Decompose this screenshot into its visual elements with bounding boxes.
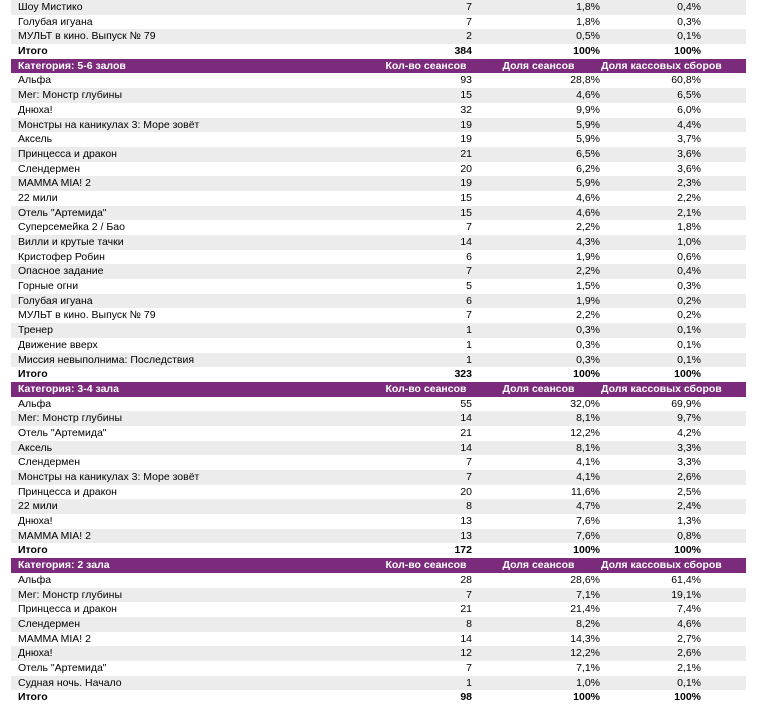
total-label: Итого xyxy=(18,544,48,557)
boxoffice-share-cell: 2,1% xyxy=(677,206,701,219)
boxoffice-share-cell: 3,7% xyxy=(677,133,701,146)
sessions-count-cell: 1 xyxy=(466,353,472,366)
sessions-share-cell: 8,2% xyxy=(576,617,600,630)
sessions-share-cell: 7,1% xyxy=(576,588,600,601)
table-row xyxy=(11,646,746,661)
sessions-share-cell: 6,2% xyxy=(576,162,600,175)
boxoffice-share-cell: 0,3% xyxy=(677,280,701,293)
film-title-cell: Принцесса и дракон xyxy=(18,603,117,616)
category-title: Категория: 5-6 залов xyxy=(18,59,126,72)
sessions-share-cell: 0,3% xyxy=(576,338,600,351)
table-row xyxy=(11,602,746,617)
film-title-cell: Голубая игуана xyxy=(18,294,93,307)
sessions-share-cell: 4,6% xyxy=(576,191,600,204)
total-row xyxy=(11,690,746,705)
sessions-count-cell: 7 xyxy=(466,221,472,234)
boxoffice-share-cell: 1,0% xyxy=(677,236,701,248)
film-title-cell: Голубая игуана xyxy=(18,15,93,28)
table-row xyxy=(11,162,746,177)
boxoffice-share-cell: 0,6% xyxy=(677,250,701,263)
table-row xyxy=(11,279,746,294)
table-row xyxy=(11,29,746,44)
sessions-count-cell: 7 xyxy=(466,588,472,601)
table-row xyxy=(11,73,746,88)
sessions-share-cell: 7,1% xyxy=(576,661,600,674)
boxoffice-share-heading: Доля кассовых сборов xyxy=(601,559,722,572)
sessions-count-cell: 7 xyxy=(466,265,472,278)
film-title-cell: MAMMA MIA! 2 xyxy=(18,177,91,190)
film-title-cell: Мег: Монстр глубины xyxy=(18,588,123,601)
sessions-count-cell: 20 xyxy=(460,162,472,175)
sessions-share-cell: 1,9% xyxy=(576,294,600,307)
sessions-count-cell: 7 xyxy=(466,1,472,13)
sessions-share-cell: 4,7% xyxy=(576,500,600,513)
boxoffice-share-cell: 2,2% xyxy=(677,191,701,204)
sessions-share-cell: 1,5% xyxy=(576,280,600,293)
sessions-count-cell: 32 xyxy=(460,103,472,116)
boxoffice-share-heading: Доля кассовых сборов xyxy=(601,59,722,72)
film-title-cell: Суперсемейка 2 / Бао xyxy=(18,221,125,234)
sessions-count-cell: 15 xyxy=(460,89,472,102)
sessions-share-cell: 12,2% xyxy=(570,426,600,439)
boxoffice-share-cell: 7,4% xyxy=(677,603,701,616)
boxoffice-share-cell: 0,4% xyxy=(677,265,701,278)
table-row xyxy=(11,588,746,603)
sessions-count-heading: Кол-во сеансов xyxy=(385,59,467,72)
table-row xyxy=(11,220,746,235)
film-title-cell: МУЛЬТ в кино. Выпуск № 79 xyxy=(18,30,156,43)
sessions-count-cell: 5 xyxy=(466,280,472,293)
sessions-share-cell: 11,6% xyxy=(571,485,600,498)
boxoffice-share-cell: 100% xyxy=(674,368,701,381)
table-row xyxy=(11,176,746,191)
boxoffice-share-cell: 2,6% xyxy=(677,647,701,660)
film-title-cell: Аксель xyxy=(18,133,53,146)
film-title-cell: Днюха! xyxy=(18,647,53,660)
sessions-share-cell: 0,3% xyxy=(576,324,600,337)
category-header-row xyxy=(11,59,746,74)
sessions-share-cell: 4,3% xyxy=(576,236,600,248)
sessions-count-cell: 172 xyxy=(454,544,472,557)
sessions-count-cell: 1 xyxy=(466,338,472,351)
film-title-cell: Слендермен xyxy=(18,617,81,630)
sessions-share-cell: 28,6% xyxy=(570,573,600,586)
film-title-cell: Кристофер Робин xyxy=(18,250,105,263)
sessions-share-cell: 1,0% xyxy=(576,676,600,689)
film-title-cell: Монстры на каникулах 3: Море зовёт xyxy=(18,471,200,483)
boxoffice-share-cell: 2,1% xyxy=(677,661,701,674)
sessions-share-cell: 1,8% xyxy=(576,15,600,28)
boxoffice-share-cell: 2,5% xyxy=(677,485,701,498)
sessions-share-cell: 6,5% xyxy=(576,147,600,160)
film-title-cell: Судная ночь. Начало xyxy=(18,676,122,689)
film-title-cell: Опасное задание xyxy=(18,265,104,278)
boxoffice-share-cell: 2,7% xyxy=(677,632,701,645)
sessions-count-cell: 14 xyxy=(460,441,472,454)
film-title-cell: Миссия невыполнима: Последствия xyxy=(18,353,195,366)
table-row xyxy=(11,338,746,353)
table-row xyxy=(11,132,746,147)
film-title-cell: 22 мили xyxy=(18,191,58,204)
film-title-cell: Отель "Артемида" xyxy=(18,206,107,219)
table-row xyxy=(11,632,746,647)
boxoffice-share-cell: 69,9% xyxy=(671,397,701,410)
sessions-count-cell: 14 xyxy=(460,632,472,645)
table-row xyxy=(11,118,746,133)
sessions-count-cell: 13 xyxy=(460,515,472,528)
boxoffice-share-cell: 0,8% xyxy=(677,529,701,542)
boxoffice-share-cell: 3,6% xyxy=(677,147,701,160)
film-title-cell: Принцесса и дракон xyxy=(18,147,117,160)
sessions-share-cell: 2,2% xyxy=(576,265,600,278)
sessions-share-heading: Доля сеансов xyxy=(502,559,575,572)
sessions-share-cell: 28,8% xyxy=(570,74,600,87)
film-title-cell: Альфа xyxy=(18,397,52,410)
film-title-cell: Мег: Монстр глубины xyxy=(18,412,123,425)
boxoffice-share-cell: 4,4% xyxy=(677,118,701,131)
sessions-count-cell: 21 xyxy=(460,426,472,439)
boxoffice-share-cell: 3,6% xyxy=(677,162,701,175)
sessions-count-cell: 98 xyxy=(460,691,472,704)
film-title-cell: Слендермен xyxy=(18,162,81,175)
boxoffice-share-cell: 4,6% xyxy=(677,617,701,630)
sessions-share-cell: 5,9% xyxy=(576,177,600,190)
film-title-cell: Вилли и крутые тачки xyxy=(18,236,124,248)
sessions-share-cell: 100% xyxy=(573,544,600,557)
boxoffice-share-cell: 0,4% xyxy=(677,1,701,13)
boxoffice-share-cell: 61,4% xyxy=(671,573,701,586)
film-title-cell: Тренер xyxy=(18,324,53,337)
total-row xyxy=(11,543,746,558)
boxoffice-share-cell: 6,0% xyxy=(677,103,701,116)
sessions-count-cell: 20 xyxy=(460,485,472,498)
sessions-share-cell: 0,3% xyxy=(576,353,600,366)
table-row xyxy=(11,206,746,221)
boxoffice-share-cell: 4,2% xyxy=(677,426,701,439)
table-row xyxy=(11,323,746,338)
boxoffice-share-cell: 0,1% xyxy=(677,676,701,689)
sessions-count-cell: 2 xyxy=(466,30,472,43)
film-title-cell: Мег: Монстр глубины xyxy=(18,89,123,102)
sessions-count-cell: 14 xyxy=(460,236,472,248)
sessions-count-cell: 6 xyxy=(466,250,472,263)
sessions-count-cell: 55 xyxy=(460,397,472,410)
sessions-count-cell: 21 xyxy=(460,603,472,616)
table-row xyxy=(11,15,746,30)
film-title-cell: Отель "Артемида" xyxy=(18,661,107,674)
sessions-share-cell: 32,0% xyxy=(570,397,600,410)
film-title-cell: МУЛЬТ в кино. Выпуск № 79 xyxy=(18,309,156,322)
table-row xyxy=(11,617,746,632)
total-label: Итого xyxy=(18,45,48,58)
sessions-share-cell: 100% xyxy=(573,368,600,381)
sessions-count-cell: 7 xyxy=(466,471,472,483)
sessions-share-cell: 21,4% xyxy=(570,603,600,616)
film-title-cell: Днюха! xyxy=(18,103,53,116)
sessions-count-cell: 7 xyxy=(466,661,472,674)
sessions-count-cell: 8 xyxy=(466,617,472,630)
table-row xyxy=(11,147,746,162)
boxoffice-share-cell: 100% xyxy=(674,45,701,58)
sessions-share-cell: 9,9% xyxy=(576,103,600,116)
table-row xyxy=(11,235,746,250)
sessions-share-cell: 4,6% xyxy=(576,89,600,102)
sessions-count-cell: 93 xyxy=(460,74,472,87)
table-row xyxy=(11,294,746,309)
sessions-count-cell: 1 xyxy=(466,676,472,689)
sessions-count-cell: 19 xyxy=(460,133,472,146)
sessions-share-cell: 2,2% xyxy=(576,221,600,234)
table-row xyxy=(11,191,746,206)
boxoffice-share-cell: 2,3% xyxy=(677,177,701,190)
sessions-count-cell: 15 xyxy=(460,191,472,204)
sessions-count-cell: 28 xyxy=(460,573,472,586)
sessions-share-cell: 5,9% xyxy=(576,133,600,146)
table-row xyxy=(11,573,746,588)
film-title-cell: Слендермен xyxy=(18,456,81,469)
sessions-count-cell: 384 xyxy=(454,45,472,58)
sessions-share-cell: 12,2% xyxy=(570,647,600,660)
total-row xyxy=(11,44,746,59)
film-title-cell: Шоу Мистико xyxy=(18,1,83,13)
boxoffice-share-cell: 3,3% xyxy=(677,441,701,454)
table-row xyxy=(11,426,746,441)
boxoffice-share-cell: 100% xyxy=(674,691,701,704)
boxoffice-share-cell: 1,3% xyxy=(677,515,701,528)
table-row xyxy=(11,455,746,470)
table-row xyxy=(11,499,746,514)
table-row xyxy=(11,676,746,691)
film-title-cell: Днюха! xyxy=(18,515,53,528)
sessions-count-cell: 21 xyxy=(460,147,472,160)
film-title-cell: Альфа xyxy=(18,74,52,87)
sessions-share-cell: 100% xyxy=(573,691,600,704)
sessions-share-cell: 4,1% xyxy=(576,471,600,483)
sessions-share-cell: 5,9% xyxy=(576,118,600,131)
table-row xyxy=(11,250,746,265)
sessions-count-cell: 7 xyxy=(466,456,472,469)
total-row xyxy=(11,367,746,382)
sessions-share-cell: 8,1% xyxy=(576,441,600,454)
boxoffice-share-cell: 3,3% xyxy=(677,456,701,469)
sessions-share-cell: 1,9% xyxy=(576,250,600,263)
sessions-count-cell: 1 xyxy=(466,324,472,337)
report-table xyxy=(11,0,746,705)
sessions-count-cell: 13 xyxy=(460,529,472,542)
category-header-row xyxy=(11,382,746,397)
sessions-share-cell: 2,2% xyxy=(576,309,600,322)
boxoffice-share-cell: 1,8% xyxy=(677,221,701,234)
sessions-share-cell: 0,5% xyxy=(576,30,600,43)
category-title: Категория: 2 зала xyxy=(18,559,110,572)
table-row xyxy=(11,308,746,323)
table-row xyxy=(11,88,746,103)
film-title-cell: Аксель xyxy=(18,441,53,454)
sessions-share-cell: 4,1% xyxy=(576,456,600,469)
boxoffice-share-cell: 2,6% xyxy=(677,471,701,483)
boxoffice-share-cell: 0,2% xyxy=(677,309,701,322)
film-title-cell: Принцесса и дракон xyxy=(18,485,117,498)
film-title-cell: Движение вверх xyxy=(18,338,98,351)
boxoffice-share-cell: 0,1% xyxy=(677,324,701,337)
table-row xyxy=(11,441,746,456)
sessions-count-cell: 8 xyxy=(466,500,472,513)
table-row xyxy=(11,411,746,426)
table-row xyxy=(11,661,746,676)
table-row xyxy=(11,514,746,529)
table-row xyxy=(11,470,746,485)
table-row xyxy=(11,485,746,500)
boxoffice-share-heading: Доля кассовых сборов xyxy=(601,382,722,395)
table-row xyxy=(11,397,746,412)
sessions-count-heading: Кол-во сеансов xyxy=(385,382,467,395)
sessions-share-cell: 7,6% xyxy=(576,515,600,528)
table-row xyxy=(11,0,746,15)
sessions-count-cell: 15 xyxy=(460,206,472,219)
film-title-cell: Монстры на каникулах 3: Море зовёт xyxy=(18,118,200,131)
total-label: Итого xyxy=(18,368,48,381)
sessions-share-cell: 100% xyxy=(573,45,600,58)
film-title-cell: Отель "Артемида" xyxy=(18,426,107,439)
sessions-count-cell: 19 xyxy=(460,177,472,190)
table-row xyxy=(11,103,746,118)
sessions-count-cell: 14 xyxy=(460,412,472,425)
boxoffice-share-cell: 0,1% xyxy=(677,353,701,366)
category-title: Категория: 3-4 зала xyxy=(18,382,119,395)
boxoffice-share-cell: 0,2% xyxy=(677,294,701,307)
sessions-share-cell: 8,1% xyxy=(576,412,600,425)
sessions-count-cell: 7 xyxy=(466,309,472,322)
sessions-count-cell: 19 xyxy=(460,118,472,131)
boxoffice-share-cell: 0,1% xyxy=(677,30,701,43)
boxoffice-share-cell: 19,1% xyxy=(671,588,701,601)
table-row xyxy=(11,529,746,544)
film-title-cell: MAMMA MIA! 2 xyxy=(18,529,91,542)
film-title-cell: Альфа xyxy=(18,573,52,586)
sessions-count-cell: 7 xyxy=(466,15,472,28)
boxoffice-share-cell: 100% xyxy=(674,544,701,557)
film-title-cell: Горные огни xyxy=(18,280,79,293)
film-title-cell: MAMMA MIA! 2 xyxy=(18,632,91,645)
sessions-count-heading: Кол-во сеансов xyxy=(385,559,467,572)
sessions-share-cell: 14,3% xyxy=(570,632,600,645)
film-title-cell: 22 мили xyxy=(18,500,58,513)
total-label: Итого xyxy=(18,691,48,704)
category-header-row xyxy=(11,558,746,573)
boxoffice-share-cell: 0,3% xyxy=(677,15,701,28)
boxoffice-share-cell: 9,7% xyxy=(677,412,701,425)
sessions-count-cell: 6 xyxy=(466,294,472,307)
boxoffice-share-cell: 0,1% xyxy=(677,338,701,351)
boxoffice-share-cell: 60,8% xyxy=(671,74,701,87)
table-row xyxy=(11,353,746,368)
table-row xyxy=(11,264,746,279)
boxoffice-share-cell: 6,5% xyxy=(677,89,701,102)
boxoffice-share-cell: 2,4% xyxy=(677,500,701,513)
sessions-share-heading: Доля сеансов xyxy=(502,59,575,72)
sessions-share-heading: Доля сеансов xyxy=(502,382,575,395)
sessions-share-cell: 4,6% xyxy=(576,206,600,219)
sessions-count-cell: 323 xyxy=(454,368,472,381)
sessions-share-cell: 7,6% xyxy=(576,529,600,542)
sessions-share-cell: 1,8% xyxy=(576,1,600,13)
sessions-count-cell: 12 xyxy=(460,647,472,660)
